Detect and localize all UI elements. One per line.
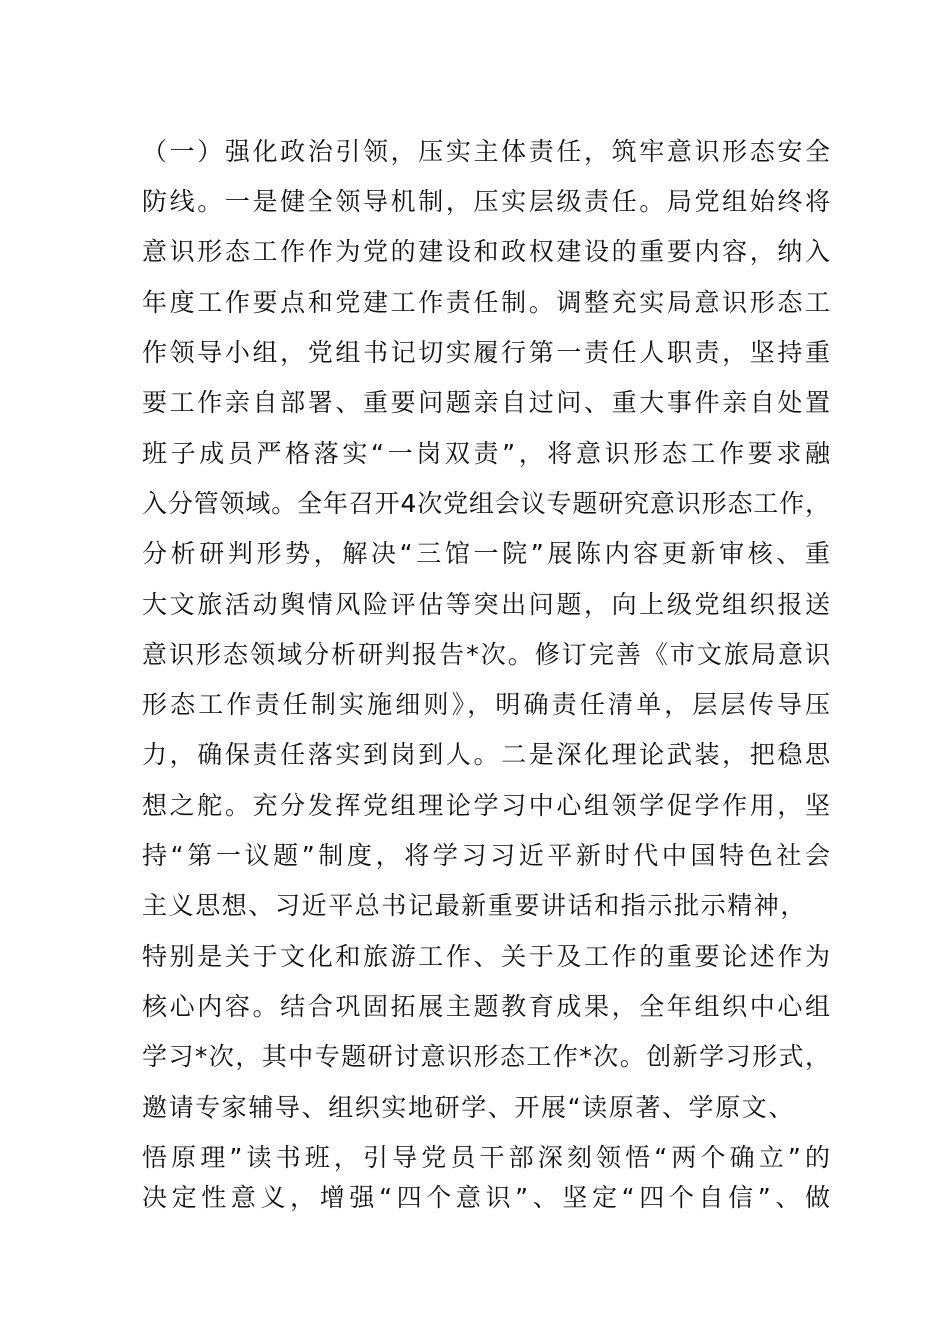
text-line: 形态工作责任制实施细则》，明确责任清单，层层传导压 xyxy=(142,690,830,719)
text-line: 意识形态领域分析研判报告*次。修订完善《市文旅局意识 xyxy=(142,640,830,669)
text-line: 大文旅活动舆情风险评估等突出问题，向上级党组织报送 xyxy=(142,590,830,619)
text-line: 作领导小组，党组书记切实履行第一责任人职责，坚持重 xyxy=(142,338,830,367)
text-line: 想之舵。充分发挥党组理论学习中心组领学促学作用，坚 xyxy=(142,791,830,820)
text-line: 要工作亲自部署、重要问题亲自过问、重大事件亲自处置 xyxy=(142,388,830,417)
text-line: 入分管领域。全年召开4次党组会议专题研究意识形态工作， xyxy=(142,489,830,518)
text-line: 悟原理”读书班，引导党员干部深刻领悟“两个确立”的 xyxy=(142,1143,830,1172)
text-line: 邀请专家辅导、组织实地研学、开展“读原著、学原文、 xyxy=(142,1093,795,1122)
text-line: 年度工作要点和党建工作责任制。调整充实局意识形态工 xyxy=(142,288,830,317)
text-line: 核心内容。结合巩固拓展主题教育成果，全年组织中心组 xyxy=(142,992,830,1021)
text-line: （一）强化政治引领，压实主体责任，筑牢意识形态安全 xyxy=(142,137,830,166)
text-line: 特别是关于文化和旅游工作、关于及工作的重要论述作为 xyxy=(142,942,830,971)
text-line: 班子成员严格落实“一岗双责”，将意识形态工作要求融 xyxy=(142,439,830,468)
text-line: 力，确保责任落实到岗到人。二是深化理论武装，把稳思 xyxy=(142,740,830,769)
text-line: 意识形态工作作为党的建设和政权建设的重要内容，纳入 xyxy=(142,237,830,266)
text-line: 决定性意义，增强“四个意识”、坚定“四个自信”、做 xyxy=(142,1183,830,1212)
text-line: 防线。一是健全领导机制，压实层级责任。局党组始终将 xyxy=(142,187,830,216)
text-line: 持“第一议题”制度，将学习习近平新时代中国特色社会 xyxy=(142,841,830,870)
text-line: 学习*次，其中专题研讨意识形态工作*次。创新学习形式， xyxy=(142,1042,830,1071)
text-line: 主义思想、习近平总书记最新重要讲话和指示批示精神， xyxy=(142,891,808,920)
text-line: 分析研判形势，解决“三馆一院”展陈内容更新审核、重 xyxy=(142,539,830,568)
